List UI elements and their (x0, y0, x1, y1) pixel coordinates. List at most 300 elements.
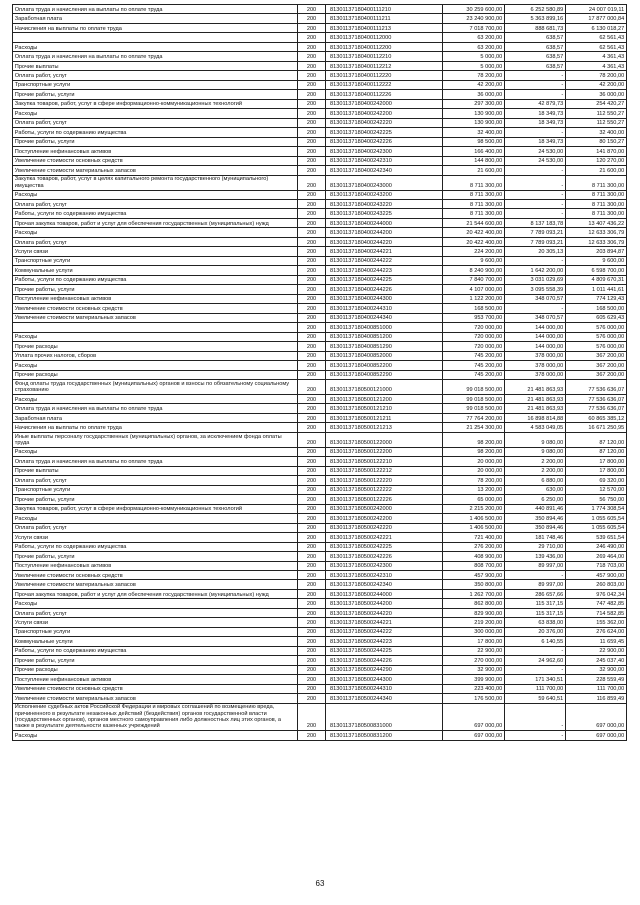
table-row (13, 332, 627, 341)
row-name-cell: Прочие расходы (13, 342, 298, 351)
table-row (13, 256, 627, 265)
line-code-cell: 200 (298, 504, 326, 513)
table-row (13, 71, 627, 80)
remaining-amount-cell: 116 859,49 (566, 694, 627, 703)
table-row (13, 432, 627, 447)
row-name-cell: Работы, услуги по содержанию имущества (13, 646, 298, 655)
executed-amount-cell: 9 080,00 (505, 432, 566, 447)
budget-code-cell: 81301137180500242200 (326, 514, 443, 523)
budget-code-cell: 81301137180400243200 (326, 190, 443, 199)
row-name-cell: Расходы (13, 599, 298, 608)
line-code-cell: 200 (298, 533, 326, 542)
line-code-cell: 200 (298, 665, 326, 674)
remaining-amount-cell: 457 900,00 (566, 570, 627, 579)
remaining-amount-cell: 16 671 250,95 (566, 423, 627, 432)
executed-amount-cell: 5 363 899,16 (505, 14, 566, 23)
table-row (13, 394, 627, 403)
budget-code-cell: 81301137180400244000 (326, 218, 443, 227)
executed-amount-cell: 144 000,00 (505, 332, 566, 341)
table-body (13, 5, 627, 741)
line-code-cell: 200 (298, 514, 326, 523)
approved-amount-cell: 17 800,00 (443, 637, 505, 646)
executed-amount-cell: 6 140,55 (505, 637, 566, 646)
approved-amount-cell: 13 200,00 (443, 485, 505, 494)
executed-amount-cell: - (505, 646, 566, 655)
approved-amount-cell: 99 018 500,00 (443, 394, 505, 403)
remaining-amount-cell: 367 200,00 (566, 351, 627, 360)
line-code-cell: 200 (298, 523, 326, 532)
budget-code-cell: 81301137180500242225 (326, 542, 443, 551)
approved-amount-cell: 20 422 400,00 (443, 228, 505, 237)
approved-amount-cell: 5 000,00 (443, 52, 505, 61)
row-name-cell: Увеличение стоимости материальных запасов (13, 313, 298, 322)
budget-code-cell: 81301137180400244310 (326, 304, 443, 313)
table-row (13, 5, 627, 14)
remaining-amount-cell: 260 803,00 (566, 580, 627, 589)
row-name-cell: Прочие выплаты (13, 61, 298, 70)
remaining-amount-cell: 6 598 700,00 (566, 266, 627, 275)
approved-amount-cell: 4 107 000,00 (443, 285, 505, 294)
executed-amount-cell: - (505, 80, 566, 89)
remaining-amount-cell: 78 200,00 (566, 71, 627, 80)
line-code-cell: 200 (298, 199, 326, 208)
line-code-cell: 200 (298, 580, 326, 589)
line-code-cell: 200 (298, 394, 326, 403)
row-name-cell: Расходы (13, 42, 298, 51)
executed-amount-cell: 7 789 093,21 (505, 237, 566, 246)
budget-code-cell: 81301137180500244000 (326, 589, 443, 598)
budget-code-cell: 81301137180500244200 (326, 599, 443, 608)
remaining-amount-cell: 1 774 308,54 (566, 504, 627, 513)
approved-amount-cell: 63 200,00 (443, 42, 505, 51)
line-code-cell: 200 (298, 432, 326, 447)
approved-amount-cell: 1 406 500,00 (443, 523, 505, 532)
line-code-cell: 200 (298, 561, 326, 570)
table-row (13, 599, 627, 608)
row-name-cell: Поступление нефинансовых активов (13, 561, 298, 570)
row-name-cell: Транспортные услуги (13, 627, 298, 636)
row-name-cell: Расходы (13, 332, 298, 341)
row-name-cell: Расходы (13, 228, 298, 237)
table-row (13, 313, 627, 322)
approved-amount-cell: 8 711 300,00 (443, 209, 505, 218)
line-code-cell: 200 (298, 466, 326, 475)
line-code-cell: 200 (298, 5, 326, 14)
line-code-cell: 200 (298, 218, 326, 227)
row-name-cell: Оплата работ, услуг (13, 71, 298, 80)
budget-code-cell: 81301137180400244220 (326, 237, 443, 246)
executed-amount-cell: 378 000,00 (505, 351, 566, 360)
approved-amount-cell: 7 018 700,00 (443, 23, 505, 32)
remaining-amount-cell: 6 130 018,27 (566, 23, 627, 32)
approved-amount-cell: 276 200,00 (443, 542, 505, 551)
row-name-cell: Прочие работы, услуги (13, 495, 298, 504)
budget-code-cell: 81301137180500242300 (326, 561, 443, 570)
executed-amount-cell: 3 095 558,39 (505, 285, 566, 294)
executed-amount-cell: - (505, 703, 566, 730)
line-code-cell: 200 (298, 570, 326, 579)
approved-amount-cell: 1 122 200,00 (443, 294, 505, 303)
line-code-cell: 200 (298, 14, 326, 23)
table-row (13, 218, 627, 227)
executed-amount-cell: 24 530,00 (505, 156, 566, 165)
approved-amount-cell: 77 764 200,00 (443, 413, 505, 422)
line-code-cell: 200 (298, 485, 326, 494)
table-row (13, 33, 627, 42)
line-code-cell: 200 (298, 589, 326, 598)
table-row (13, 166, 627, 175)
executed-amount-cell: 21 481 863,93 (505, 394, 566, 403)
line-code-cell: 200 (298, 52, 326, 61)
remaining-amount-cell: 112 550,27 (566, 118, 627, 127)
executed-amount-cell: 20 305,13 (505, 247, 566, 256)
table-row (13, 266, 627, 275)
executed-amount-cell: 2 200,00 (505, 466, 566, 475)
remaining-amount-cell: 32 400,00 (566, 128, 627, 137)
line-code-cell: 200 (298, 703, 326, 730)
budget-code-cell: 81301137180400242300 (326, 147, 443, 156)
budget-code-cell: 81301137180500122226 (326, 495, 443, 504)
approved-amount-cell: 1 262 700,00 (443, 589, 505, 598)
approved-amount-cell: 20 422 400,00 (443, 237, 505, 246)
budget-code-cell: 81301137180400112220 (326, 71, 443, 80)
budget-code-cell: 81301137180500121200 (326, 394, 443, 403)
budget-code-cell: 81301137180500242340 (326, 580, 443, 589)
budget-code-cell: 81301137180500244221 (326, 618, 443, 627)
budget-code-cell: 81301137180400112222 (326, 80, 443, 89)
remaining-amount-cell: 747 482,85 (566, 599, 627, 608)
row-name-cell: Прочие работы, услуги (13, 285, 298, 294)
remaining-amount-cell: 269 464,00 (566, 552, 627, 561)
executed-amount-cell: - (505, 256, 566, 265)
approved-amount-cell: 8 711 300,00 (443, 175, 505, 190)
row-name-cell: Оплата труда и начисления на выплаты по оплате труда (13, 52, 298, 61)
row-name-cell: Оплата труда и начисления на выплаты по оплате труда (13, 457, 298, 466)
budget-code-cell: 81301137180500244220 (326, 608, 443, 617)
table-row (13, 694, 627, 703)
table-row (13, 504, 627, 513)
row-name-cell: Транспортные услуги (13, 256, 298, 265)
table-row (13, 561, 627, 570)
budget-code-cell: 81301137180500242000 (326, 504, 443, 513)
executed-amount-cell: 111 700,00 (505, 684, 566, 693)
remaining-amount-cell: 8 711 300,00 (566, 175, 627, 190)
budget-code-cell: 81301137180500244223 (326, 637, 443, 646)
remaining-amount-cell: 576 000,00 (566, 342, 627, 351)
approved-amount-cell: 9 600,00 (443, 256, 505, 265)
budget-code-cell: 81301137180400243000 (326, 175, 443, 190)
executed-amount-cell: 378 000,00 (505, 370, 566, 379)
approved-amount-cell: 223 400,00 (443, 684, 505, 693)
budget-code-cell: 81301137180500831000 (326, 703, 443, 730)
approved-amount-cell: 78 200,00 (443, 71, 505, 80)
row-name-cell: Начисления на выплаты по оплате труда (13, 423, 298, 432)
budget-code-cell: 81301137180400244300 (326, 294, 443, 303)
executed-amount-cell: 18 349,73 (505, 137, 566, 146)
approved-amount-cell: 297 300,00 (443, 99, 505, 108)
table-row (13, 361, 627, 370)
line-code-cell: 200 (298, 351, 326, 360)
row-name-cell: Работы, услуги по содержанию имущества (13, 542, 298, 551)
remaining-amount-cell: 228 559,49 (566, 675, 627, 684)
executed-amount-cell: 440 891,46 (505, 504, 566, 513)
remaining-amount-cell: 4 809 670,31 (566, 275, 627, 284)
approved-amount-cell: 399 900,00 (443, 675, 505, 684)
budget-code-cell: 81301137180400112212 (326, 61, 443, 70)
row-name-cell: Оплата работ, услуг (13, 476, 298, 485)
table-row (13, 423, 627, 432)
budget-code-cell: 81301137180500244290 (326, 665, 443, 674)
remaining-amount-cell: 155 362,00 (566, 618, 627, 627)
remaining-amount-cell: 9 600,00 (566, 256, 627, 265)
line-code-cell: 200 (298, 618, 326, 627)
row-name-cell: Расходы (13, 394, 298, 403)
budget-code-cell: 81301137180400242000 (326, 99, 443, 108)
remaining-amount-cell: 367 200,00 (566, 370, 627, 379)
budget-code-cell: 81301137180500242310 (326, 570, 443, 579)
table-row (13, 570, 627, 579)
remaining-amount-cell: 62 561,43 (566, 42, 627, 51)
row-name-cell: Поступление нефинансовых активов (13, 675, 298, 684)
remaining-amount-cell: 203 894,87 (566, 247, 627, 256)
budget-code-cell: 81301137180400112226 (326, 90, 443, 99)
approved-amount-cell: 270 000,00 (443, 656, 505, 665)
remaining-amount-cell: 87 120,00 (566, 432, 627, 447)
row-name-cell: Поступление нефинансовых активов (13, 147, 298, 156)
table-row (13, 380, 627, 395)
approved-amount-cell: 144 800,00 (443, 156, 505, 165)
table-row (13, 589, 627, 598)
approved-amount-cell: 22 900,00 (443, 646, 505, 655)
budget-code-cell: 81301137180400242340 (326, 166, 443, 175)
table-row (13, 323, 627, 332)
table-row (13, 137, 627, 146)
executed-amount-cell: 6 250,00 (505, 495, 566, 504)
approved-amount-cell: 30 259 600,00 (443, 5, 505, 14)
remaining-amount-cell: 576 000,00 (566, 332, 627, 341)
table-row (13, 109, 627, 118)
approved-amount-cell: 720 000,00 (443, 342, 505, 351)
remaining-amount-cell: 120 270,00 (566, 156, 627, 165)
line-code-cell: 200 (298, 323, 326, 332)
executed-amount-cell: 144 000,00 (505, 323, 566, 332)
row-name-cell: Заработная плата (13, 14, 298, 23)
row-name-cell: Уплата прочих налогов, сборов (13, 351, 298, 360)
approved-amount-cell: 745 200,00 (443, 361, 505, 370)
approved-amount-cell: 99 018 500,00 (443, 380, 505, 395)
executed-amount-cell: - (505, 71, 566, 80)
remaining-amount-cell: 1 055 605,54 (566, 514, 627, 523)
table-row (13, 447, 627, 456)
table-row (13, 90, 627, 99)
budget-code-cell: 81301137180400244340 (326, 313, 443, 322)
table-row (13, 665, 627, 674)
row-name-cell: Оплата работ, услуг (13, 199, 298, 208)
executed-amount-cell: 2 200,00 (505, 457, 566, 466)
executed-amount-cell: 638,57 (505, 52, 566, 61)
approved-amount-cell: 21 600,00 (443, 166, 505, 175)
table-row (13, 294, 627, 303)
row-name-cell: Увеличение стоимости материальных запасов (13, 694, 298, 703)
remaining-amount-cell: 21 600,00 (566, 166, 627, 175)
approved-amount-cell: 65 000,00 (443, 495, 505, 504)
budget-code-cell: 81301137180400242225 (326, 128, 443, 137)
budget-code-cell: 81301137180400851290 (326, 342, 443, 351)
table-row (13, 466, 627, 475)
remaining-amount-cell: 60 865 385,12 (566, 413, 627, 422)
row-name-cell: Оплата работ, услуг (13, 118, 298, 127)
executed-amount-cell: - (505, 175, 566, 190)
table-row (13, 523, 627, 532)
line-code-cell: 200 (298, 627, 326, 636)
executed-amount-cell: 89 997,00 (505, 561, 566, 570)
approved-amount-cell: 32 900,00 (443, 665, 505, 674)
budget-execution-table (12, 4, 627, 741)
table-row (13, 351, 627, 360)
remaining-amount-cell: 56 750,00 (566, 495, 627, 504)
remaining-amount-cell: 12 633 306,79 (566, 228, 627, 237)
remaining-amount-cell: 4 361,43 (566, 52, 627, 61)
executed-amount-cell: - (505, 304, 566, 313)
line-code-cell: 200 (298, 313, 326, 322)
budget-code-cell: 81301137180400243220 (326, 199, 443, 208)
approved-amount-cell: 721 400,00 (443, 533, 505, 542)
remaining-amount-cell: 24 007 019,11 (566, 5, 627, 14)
approved-amount-cell: 98 500,00 (443, 137, 505, 146)
executed-amount-cell: 7 789 093,21 (505, 228, 566, 237)
remaining-amount-cell: 4 361,43 (566, 61, 627, 70)
table-row (13, 175, 627, 190)
table-row (13, 656, 627, 665)
approved-amount-cell: 829 900,00 (443, 608, 505, 617)
remaining-amount-cell: 62 561,43 (566, 33, 627, 42)
approved-amount-cell: 457 900,00 (443, 570, 505, 579)
executed-amount-cell: 115 317,15 (505, 599, 566, 608)
line-code-cell: 200 (298, 190, 326, 199)
budget-code-cell: 81301137180400111210 (326, 5, 443, 14)
table-row (13, 118, 627, 127)
row-name-cell: Фонд оплаты труда государственных (муниципальных) органов и взносы по обязательному социальному страхованию (13, 380, 298, 395)
executed-amount-cell: 16 898 814,88 (505, 413, 566, 422)
line-code-cell: 200 (298, 694, 326, 703)
approved-amount-cell: 23 240 900,00 (443, 14, 505, 23)
table-row (13, 23, 627, 32)
executed-amount-cell: 638,57 (505, 61, 566, 70)
approved-amount-cell: 20 000,00 (443, 466, 505, 475)
line-code-cell: 200 (298, 656, 326, 665)
approved-amount-cell: 953 700,00 (443, 313, 505, 322)
row-name-cell: Прочая закупка товаров, работ и услуг для обеспечения государственных (муниципальных) нужд (13, 218, 298, 227)
executed-amount-cell: 348 070,57 (505, 294, 566, 303)
executed-amount-cell: 286 657,66 (505, 589, 566, 598)
executed-amount-cell: 9 080,00 (505, 447, 566, 456)
executed-amount-cell: 6 880,00 (505, 476, 566, 485)
executed-amount-cell: - (505, 731, 566, 740)
line-code-cell: 200 (298, 684, 326, 693)
table-row (13, 404, 627, 413)
table-row (13, 190, 627, 199)
budget-code-cell: 81301137180400242200 (326, 109, 443, 118)
remaining-amount-cell: 697 000,00 (566, 731, 627, 740)
executed-amount-cell: 21 481 863,93 (505, 380, 566, 395)
row-name-cell: Иные выплаты персоналу государственных (муниципальных) органов, за исключением фонда оплаты труда (13, 432, 298, 447)
line-code-cell: 200 (298, 608, 326, 617)
line-code-cell: 200 (298, 675, 326, 684)
budget-code-cell: 81301137180500244310 (326, 684, 443, 693)
approved-amount-cell: 130 900,00 (443, 109, 505, 118)
budget-code-cell: 81301137180400242220 (326, 118, 443, 127)
line-code-cell: 200 (298, 542, 326, 551)
budget-code-cell: 81301137180400852000 (326, 351, 443, 360)
remaining-amount-cell: 774 129,43 (566, 294, 627, 303)
line-code-cell: 200 (298, 637, 326, 646)
row-name-cell: Поступление нефинансовых активов (13, 294, 298, 303)
approved-amount-cell: 350 800,00 (443, 580, 505, 589)
row-name-cell: Оплата труда и начисления на выплаты по оплате труда (13, 5, 298, 14)
remaining-amount-cell: 80 150,27 (566, 137, 627, 146)
table-row (13, 14, 627, 23)
line-code-cell: 200 (298, 476, 326, 485)
remaining-amount-cell: 12 633 306,79 (566, 237, 627, 246)
remaining-amount-cell: 168 500,00 (566, 304, 627, 313)
table-row (13, 703, 627, 730)
row-name-cell (13, 33, 298, 42)
executed-amount-cell: 21 481 863,93 (505, 404, 566, 413)
row-name-cell: Прочие выплаты (13, 466, 298, 475)
line-code-cell: 200 (298, 61, 326, 70)
remaining-amount-cell: 32 900,00 (566, 665, 627, 674)
executed-amount-cell: 350 894,46 (505, 523, 566, 532)
budget-code-cell: 81301137180500242226 (326, 552, 443, 561)
approved-amount-cell: 32 400,00 (443, 128, 505, 137)
line-code-cell: 200 (298, 404, 326, 413)
table-row (13, 580, 627, 589)
executed-amount-cell: 115 317,15 (505, 608, 566, 617)
remaining-amount-cell: 77 536 636,07 (566, 404, 627, 413)
budget-code-cell: 81301137180500122000 (326, 432, 443, 447)
row-name-cell: Прочие работы, услуги (13, 90, 298, 99)
executed-amount-cell: - (505, 166, 566, 175)
table-row (13, 485, 627, 494)
executed-amount-cell: 18 349,73 (505, 118, 566, 127)
approved-amount-cell: 130 900,00 (443, 118, 505, 127)
line-code-cell: 200 (298, 99, 326, 108)
line-code-cell: 200 (298, 237, 326, 246)
remaining-amount-cell: 576 000,00 (566, 323, 627, 332)
budget-code-cell: 81301137180500244225 (326, 646, 443, 655)
executed-amount-cell: 4 583 049,05 (505, 423, 566, 432)
line-code-cell: 200 (298, 42, 326, 51)
remaining-amount-cell: 111 700,00 (566, 684, 627, 693)
budget-code-cell: 81301137180400244225 (326, 275, 443, 284)
remaining-amount-cell: 367 200,00 (566, 361, 627, 370)
budget-code-cell: 81301137180400112000 (326, 33, 443, 42)
executed-amount-cell: 350 894,46 (505, 514, 566, 523)
approved-amount-cell: 8 711 300,00 (443, 190, 505, 199)
approved-amount-cell: 697 000,00 (443, 703, 505, 730)
line-code-cell: 200 (298, 23, 326, 32)
budget-code-cell: 81301137180500121211 (326, 413, 443, 422)
table-row (13, 247, 627, 256)
row-name-cell: Работы, услуги по содержанию имущества (13, 209, 298, 218)
table-row (13, 533, 627, 542)
table-row (13, 237, 627, 246)
approved-amount-cell: 36 000,00 (443, 90, 505, 99)
budget-code-cell: 81301137180400112200 (326, 42, 443, 51)
budget-code-cell: 81301137180400243225 (326, 209, 443, 218)
line-code-cell: 200 (298, 495, 326, 504)
executed-amount-cell: 378 000,00 (505, 361, 566, 370)
